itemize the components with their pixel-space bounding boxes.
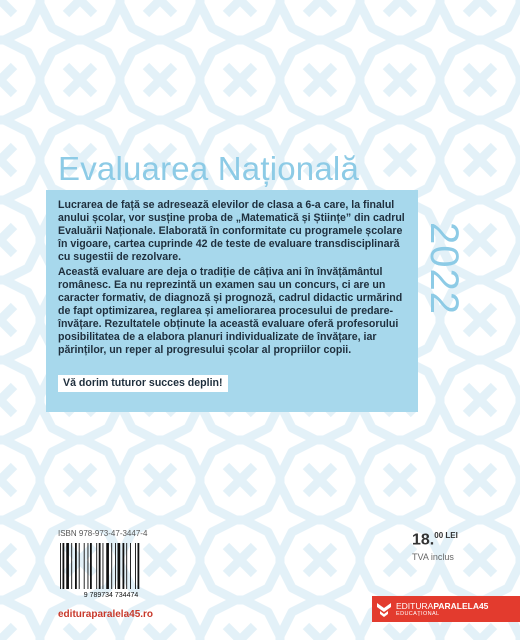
barcode [56, 542, 166, 598]
price [412, 531, 458, 549]
cover-title: Evaluarea Națională [58, 150, 359, 187]
price-decimals: 00 LEI [434, 531, 458, 540]
tva-note: TVA inclus [412, 552, 454, 562]
barcode-digits: 9 789734 734474 [83, 592, 139, 598]
publisher-subline: EDUCAȚIONAL [396, 611, 440, 617]
publisher-website[interactable]: editura​paralela45.ro [58, 609, 154, 620]
publisher-name: EDITURAPARALELA45 [396, 601, 489, 611]
description-paragraph-1: Lucrarea de față se adresează elevilor de clasa a 6-a care, la finalul anului școlar, vor susține proba de „Matematică și Științe” din cadrul Evaluării Naționale. Elaborată în conformitate cu programele școlare în vigoare, cartea cuprinde 42 de teste de evaluare transdisciplinară cu sugestii de rezolvare. [58, 199, 405, 263]
closing-note: Vă dorim tuturor succes deplin! [58, 375, 228, 392]
description-paragraph-2: Această evaluare are deja o tradiție de câțiva ani în învățământul românesc. Ea nu reprezintă un examen sau un concurs, ci are un caracter formativ, de diagnoză și prognoză, cadrul didactic urmărind de fapt optimizarea, reglarea și ameliorarea procesului de predare-învățare. Rezultatele obținute la această evaluare oferă profesorului posibilitatea de a elabora planuri individualizate de învățare, iar părinților, un reper al progresului școlar al propriilor copii. [58, 266, 403, 356]
isbn-label: ISBN 978-973-47-3447-4 [58, 529, 148, 538]
price-main: 18. [412, 531, 435, 549]
publisher-mark-icon [374, 600, 394, 618]
publisher-logo [372, 596, 520, 622]
cover-year: 2022 [422, 222, 466, 315]
